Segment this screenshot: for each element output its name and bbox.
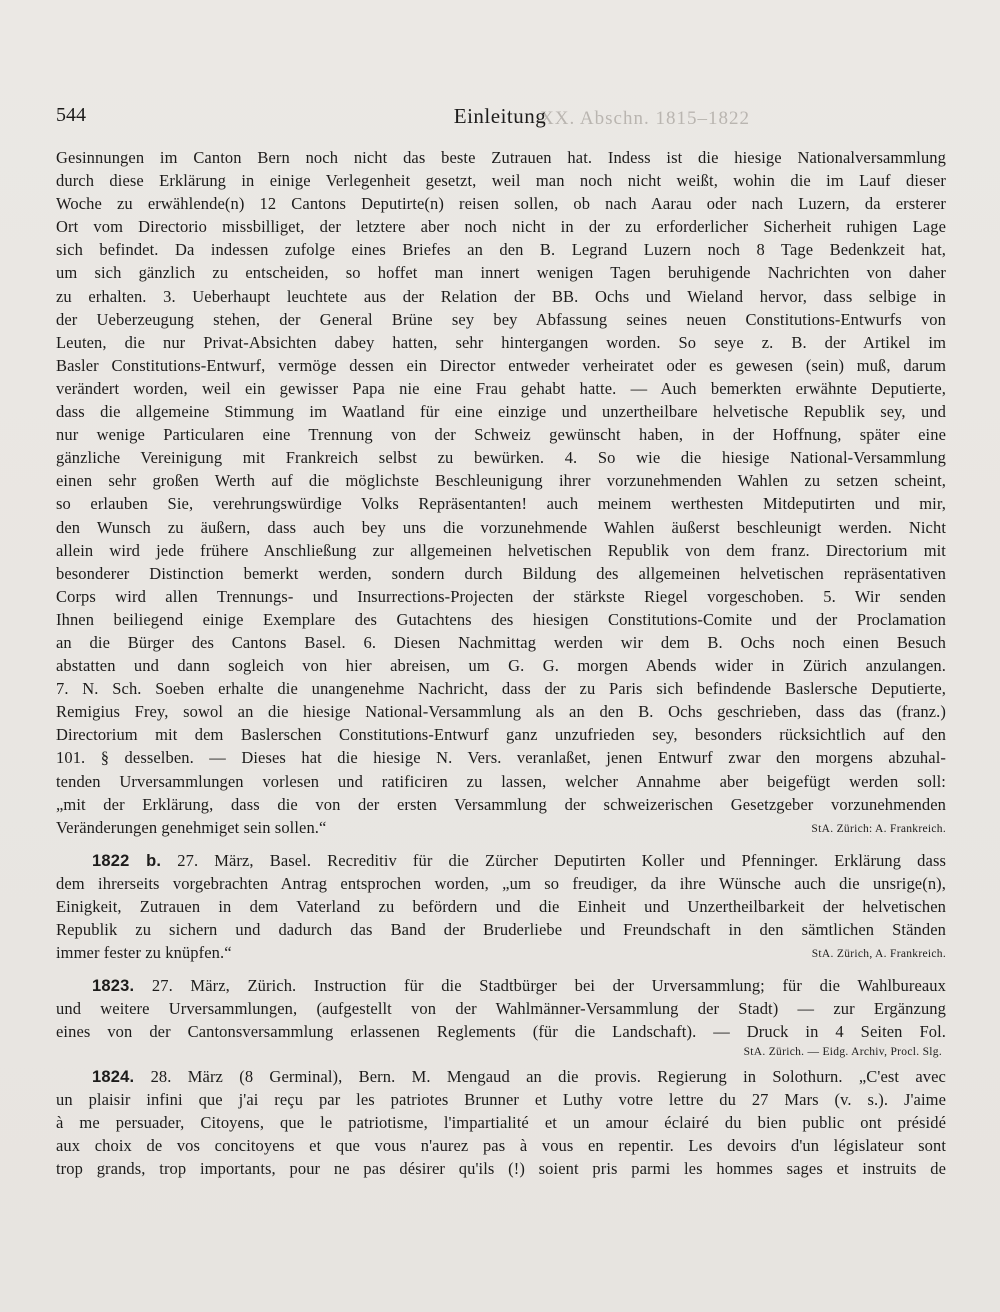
text-line: tenden Urversammlungen vorlesen und ratificiren zu lassen, welcher Annahme aber beigefügt werden soll: <box>56 771 946 791</box>
page-number: 544 <box>56 104 86 126</box>
text-line: so erlauben Sie, verehrungswürdige Volks Repräsentanten! auch meinem werthesten Mitdeputirten und mir, <box>56 494 946 514</box>
document-entry-1822b <box>56 849 946 964</box>
source-citation: StA. Zürich, A. Frankreich. <box>811 948 946 961</box>
entry-heading-text: 28. März (8 Germinal), Bern. M. Mengaud an die provis. Regierung in Solothurn. „C'est avec <box>150 1066 946 1086</box>
running-title: Einleitung <box>453 104 547 128</box>
entry-first-line <box>56 849 946 872</box>
entry-number: 1823. <box>92 977 135 996</box>
text-line: Republik zu sichern und dadurch das Band der Bruderliebe und Freundschaft in den sämtlichen Ständen <box>56 920 946 940</box>
entry-number: 1822 b. <box>92 851 162 870</box>
entry-heading-text: 27. März, Zürich. Instruction für die Stadtbürger bei der Urversammlung; für die Wahlbureaux <box>151 976 946 996</box>
entry-number: 1824. <box>92 1067 135 1086</box>
text-line: an die Bürger des Cantons Basel. 6. Diesen Nachmittag werden wir dem B. Ochs noch einen Besuch <box>56 632 946 652</box>
text-line: der Ueberzeugung stehen, der General Brüne sey bey Abfassung seines neuen Constitutions-Entwurfs von <box>56 309 946 329</box>
body-text <box>56 146 946 1180</box>
text-line: Einigkeit, Zutrauen in dem Vaterland zu befördern und die Einheit und Unzertheilbarkeit der helvetischen <box>56 897 946 916</box>
text-line: aux choix de vos concitoyens et que vous n'aurez pas à vous en repentir. Les devoirs d'un législateur sont <box>56 1135 946 1155</box>
text-line: um sich gänzlich zu entscheiden, so hoffet man innert wenigen Tagen beruhigende Nachrichten von daher <box>56 263 946 283</box>
text-line: Ort vom Directorio missbilliget, der letztere aber noch nicht in der zu erforderlicher Sicherheit ruhigen Lage <box>56 217 946 237</box>
entry-heading-text: 27. März, Basel. Recreditiv für die Zürcher Deputirten Koller und Pfenninger. Erklärung dass <box>177 850 946 870</box>
document-entry-1823 <box>56 974 946 1060</box>
closing-text: immer fester zu knüpfen.“ <box>56 943 232 963</box>
text-line: allein wird jede frühere Anschließung zur allgemeinen helvetischen Republik von dem franz. Directorium mit <box>56 540 946 560</box>
text-line: eines von der Cantonsversammlung erlassenen Reglements (für die Landschaft). — Druck in 4 Seiten Fol. <box>56 1022 946 1042</box>
text-line: besonderer Distinction bemerkt werden, sondern durch Bildung des allgemeinen helvetischen repräsentativen <box>56 563 946 583</box>
source-citation: StA. Zürich. — Eidg. Archiv, Procl. Slg. <box>743 1045 942 1058</box>
text-line: 7. N. Sch. Soeben erhalte die unangenehme Nachricht, dass der zu Paris sich befindende Baslersche Deputierte, <box>56 679 946 699</box>
text-line: „mit der Erklärung, dass die von der ersten Versammlung der schweizerischen Gesetzgeber vorzunehmenden <box>56 794 946 814</box>
text-line: trop grands, trop importants, pour ne pas désirer qu'ils (!) soient pris parmi les hommes sages et instruits de <box>56 1158 946 1178</box>
entry-first-line <box>56 974 946 997</box>
paragraph-continuation <box>56 146 946 839</box>
text-line: Directorium mit dem Baslerschen Constitutions-Entwurf ganz unzufrieden sey, besonders rücksichtlich auf den <box>56 725 946 745</box>
text-line: Leuten, die nur Privat-Absichten dabey hatten, sehr hintergangen worden. So seye z. B. der Artikel im <box>56 332 946 352</box>
entry-first-line <box>56 1065 946 1088</box>
text-line-last <box>56 816 946 839</box>
text-line: 101. § desselben. — Dieses hat die hiesige N. Vers. veranlaßet, jenen Entwurf zwar den morgens abzuhal- <box>56 748 946 768</box>
text-line: dem ihrerseits vorgebrachten Antrag entsprochen worden, „um so freudiger, da ihre Wünsche auch die unsrige(n), <box>56 873 946 893</box>
closing-text: Veränderungen genehmiget sein sollen.“ <box>56 817 327 837</box>
text-line: Woche zu erwählende(n) 12 Cantons Deputirte(n) reisen sollen, ob nach Aarau oder nach Luzern, da ersterer <box>56 194 946 214</box>
text-line: Basler Constitutions-Entwurf, vermöge dessen ein Director entweder verheiratet oder es gewesen (sein) muß, darum <box>56 355 946 375</box>
text-line: un plaisir infini que j'ai reçu par les patriotes Brunner et Luthy votre lettre du 27 Mars (v. s.). J'aime <box>56 1089 946 1109</box>
text-line: zu erhalten. 3. Ueberhaupt leuchtete aus der Relation der BB. Ochs und Wieland hervor, dass selbige in <box>56 286 946 306</box>
text-line: Gesinnungen im Canton Bern noch nicht das beste Zutrauen hat. Indess ist die hiesige Nationalversammlung <box>56 148 946 167</box>
text-line: verändert worden, weil ein gewisser Papa nie eine Frau gehabt hatte. — Auch bemerkten erwähnte Deputierte, <box>56 378 946 398</box>
text-line: sich befindet. Da indessen zufolge eines Briefes an den B. Legrand Luzern noch 8 Tage Bedenkzeit hat, <box>56 240 946 260</box>
text-line: gänzliche Vereinigung mit Frankreich selbst zu bewürken. 4. So wie die hiesige National-Versammlung <box>56 448 946 468</box>
text-line: durch diese Erklärung in einige Verlegenheit gesetzt, weil man noch nicht weißt, wohin die im Lauf dieser <box>56 171 946 191</box>
document-entry-1824 <box>56 1065 946 1180</box>
text-line: Remigius Frey, sowol an die hiesige National-Versammlung als an den B. Ochs geschrieben, dass das (franz.) <box>56 702 946 722</box>
running-head <box>56 104 944 134</box>
text-line: à me persuader, Citoyens, que le patriotisme, l'impartialité et un amour éclairé du bien public ont présidé <box>56 1112 946 1132</box>
show-through-text: XX. Abschn. 1815–1822 <box>540 108 750 129</box>
text-line: den Wunsch zu äußern, dass auch bey uns die vorzunehmende Wahlen äußerst beschleunigt werden. Nicht <box>56 517 946 537</box>
text-line: und weitere Urversammlungen, (aufgestellt von der Wahlmänner-Versammlung der Stadt) — zur Ergänzung <box>56 999 946 1019</box>
text-line: nur wenige Particularen eine Trennung von der Schweiz gewünscht haben, in der Hoffnung, später eine <box>56 425 946 445</box>
text-line-last <box>56 941 946 964</box>
text-line: dass die allgemeine Stimmung im Waatland für eine einzige und unzertheilbare helvetische Republik sey, und <box>56 402 946 422</box>
text-line: Corps wird allen Trennungs- und Insurrections-Projecten der stärkste Riegel vorgeschoben. 5. Wir senden <box>56 586 946 606</box>
text-line: abstatten und dann sogleich von hier abreisen, um G. G. morgen Abends wider in Zürich anzulangen. <box>56 656 946 676</box>
text-line: Ihnen beiliegend einige Exemplare des Gutachtens des hiesigen Constitutions-Comite und der Proclamation <box>56 609 946 629</box>
source-citation: StA. Zürich: A. Frankreich. <box>811 822 946 835</box>
text-line: einen sehr großen Werth auf die möglichste Beschleunigung ihrer vorzunehmenden Wahlen zu setzen scheint, <box>56 471 946 491</box>
